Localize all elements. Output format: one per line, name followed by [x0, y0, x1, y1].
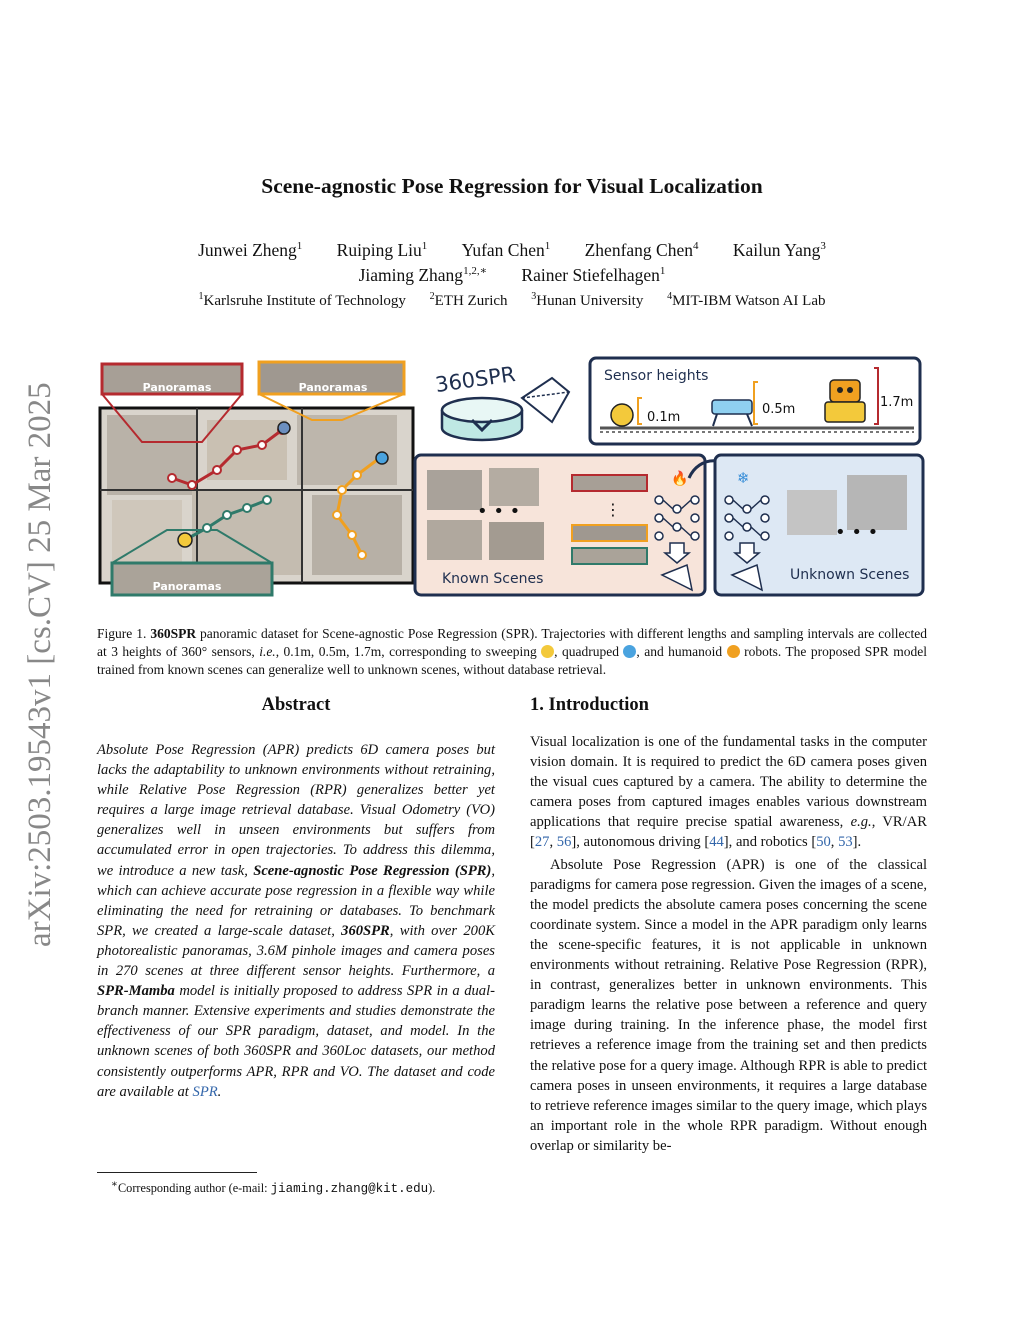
logo-text: 360SPR	[433, 362, 517, 398]
panorama-label-orange: Panoramas	[298, 381, 368, 394]
author: Rainer Stiefelhagen$^1$	[521, 264, 666, 285]
citation-link[interactable]: 53	[838, 834, 853, 851]
author: Jiaming Zhang$^{1,2,∗}$	[358, 264, 488, 285]
quadruped-robot-icon	[376, 452, 388, 464]
footnote: ∗Corresponding author (e-mail: jiaming.zhang@kit.edu).	[111, 1179, 436, 1197]
height-0-5m: 0.5m	[762, 402, 796, 417]
affiliation: $^4$MIT-IBM Watson AI Lab	[667, 291, 826, 309]
unknown-dots: • • •	[835, 522, 879, 543]
sensor-heights-title: Sensor heights	[604, 368, 709, 384]
paper-title: Scene-agnostic Pose Regression for Visual Localization	[261, 174, 763, 198]
affiliation: $^1$Karlsruhe Institute of Technology	[198, 291, 406, 309]
figure-1	[97, 350, 927, 605]
footnote-rule	[97, 1172, 257, 1173]
360spr-logo	[434, 362, 569, 440]
sweeping-robot-icon	[611, 404, 633, 426]
abstract-heading: Abstract	[261, 695, 331, 715]
panorama-label-red: Panoramas	[142, 381, 212, 394]
quadruped-icon	[712, 400, 752, 414]
panorama-label-teal: Panoramas	[152, 580, 222, 593]
caption-bold: 360SPR	[150, 626, 197, 641]
author: Kailun Yang$^3$	[732, 240, 826, 260]
author: Zhenfang Chen$^4$	[584, 240, 699, 260]
email-link[interactable]: jiaming.zhang@kit.edu	[270, 1182, 429, 1197]
arxiv-id: arXiv:2503.19543v1 [cs.CV] 25 Mar 2025	[22, 382, 58, 947]
citation-link[interactable]: 27	[534, 834, 550, 851]
humanoid-robot-inline-icon	[727, 645, 740, 658]
fire-icon: 🔥	[671, 471, 689, 487]
intro-paragraph-1: Visual localization is one of the fundamental tasks in the computer vision domain. It is required to predict the 6D camera poses given the visual cues captured by a camera. The ability to determine the camera poses from captured images enables various downstream applications that require precise spatial awareness, e.g., VR/AR [27, 56], autonomous driving [44], and robotics [50, 53].	[530, 734, 927, 851]
authors-line-1	[100, 240, 924, 261]
sweeping-robot-inline-icon	[541, 645, 554, 658]
citation-link[interactable]: 56	[556, 834, 572, 851]
figure-caption: Figure 1. 360SPR panoramic dataset for Scene-agnostic Pose Regression (SPR). Trajectories with different lengths and sampling intervals are collected at 3 heights of 360° sensors, i.e., 0.1m, 0.5m, 1.7m, corresponding to sweeping , quadruped , and humanoid robots. The proposed SPR model trained from known scenes can generalize well to unknown scenes, without database retrieval.	[97, 626, 927, 677]
known-vertical-dots: ⋮	[605, 500, 621, 519]
figure-label: Figure 1.	[97, 626, 147, 641]
known-scenes-label: Known Scenes	[442, 571, 544, 587]
citation-link[interactable]: 44	[709, 834, 724, 851]
humanoid-icon	[830, 380, 860, 402]
introduction-heading: 1. Introduction	[530, 695, 649, 715]
height-0-1m: 0.1m	[647, 410, 681, 425]
intro-paragraph-2: Absolute Pose Regression (APR) is one of the classical paradigms for camera pose regression. Given the images of a scene, the model predicts the absolute camera poses concerning the scene coordinate system. Since a model in the APR paradigm only learns the scene-specific features, it is not applicable in unknown environments without retraining. Relative Pose Regression (RPR), in contrast, generalizes better in unknown environments. This paradigm learns the relative pose between a reference and query image during training. In the inference phase, the model first retrieves a reference image from the training set and then predicts the relative pose for a query image. Although RPR is able to predict camera poses in unseen environments, it requires a large database to retrieve reference images similar to the query image, which plays an important role in the whole RPR paradigm. Without enough overlap or similarity be-	[530, 856, 927, 1154]
snowflake-icon: ❄	[737, 469, 750, 487]
known-dots: • • •	[477, 501, 521, 522]
arxiv-stamp	[8, 355, 64, 955]
citation-link[interactable]: 50	[816, 834, 831, 851]
author: Ruiping Liu$^1$	[336, 240, 428, 260]
affiliations	[100, 291, 924, 310]
affiliation: $^3$Hunan University	[531, 291, 644, 309]
sweeper-robot-icon	[178, 533, 192, 547]
author: Junwei Zheng$^1$	[198, 240, 303, 260]
introduction-body	[530, 732, 927, 1156]
unknown-scenes-label: Unknown Scenes	[790, 567, 910, 583]
authors-line-2	[100, 264, 924, 286]
abstract-body: Absolute Pose Regression (APR) predicts 6D camera poses but lacks the adaptability to unknown environments without retraining, while Relative Pose Regression (RPR) generalizes better yet requires a large image retrieval database. Visual Odometry (VO) generalizes well in unseen environments but suffers from accumulated error in open trajectories. To address this dilemma, we introduce a new task, Scene-agnostic Pose Regression (SPR), which can achieve accurate pose regression in a flexible way while eliminating the need for retraining or databases. To benchmark SPR, we created a large-scale dataset, 360SPR, with over 200K photorealistic panoramas, 3.6M pinhole images and camera poses in 270 scenes at three different sensor heights. Furthermore, a SPR-Mamba model is initially proposed to address SPR in a dual-branch manner. Extensive experiments and studies demonstrate the effectiveness of our SPR paradigm, dataset, and model. In the unknown scenes of both 360SPR and 360Loc datasets, our method consistently outperforms APR, RPR and VO. The dataset and code are available at SPR.	[97, 742, 495, 1100]
quadruped-robot-inline-icon	[623, 645, 636, 658]
humanoid-robot-icon	[278, 422, 290, 434]
spr-link[interactable]: SPR	[192, 1083, 218, 1100]
height-1-7m: 1.7m	[880, 395, 914, 410]
author: Yufan Chen$^1$	[461, 240, 551, 260]
affiliation: $^2$ETH Zurich	[429, 291, 508, 309]
